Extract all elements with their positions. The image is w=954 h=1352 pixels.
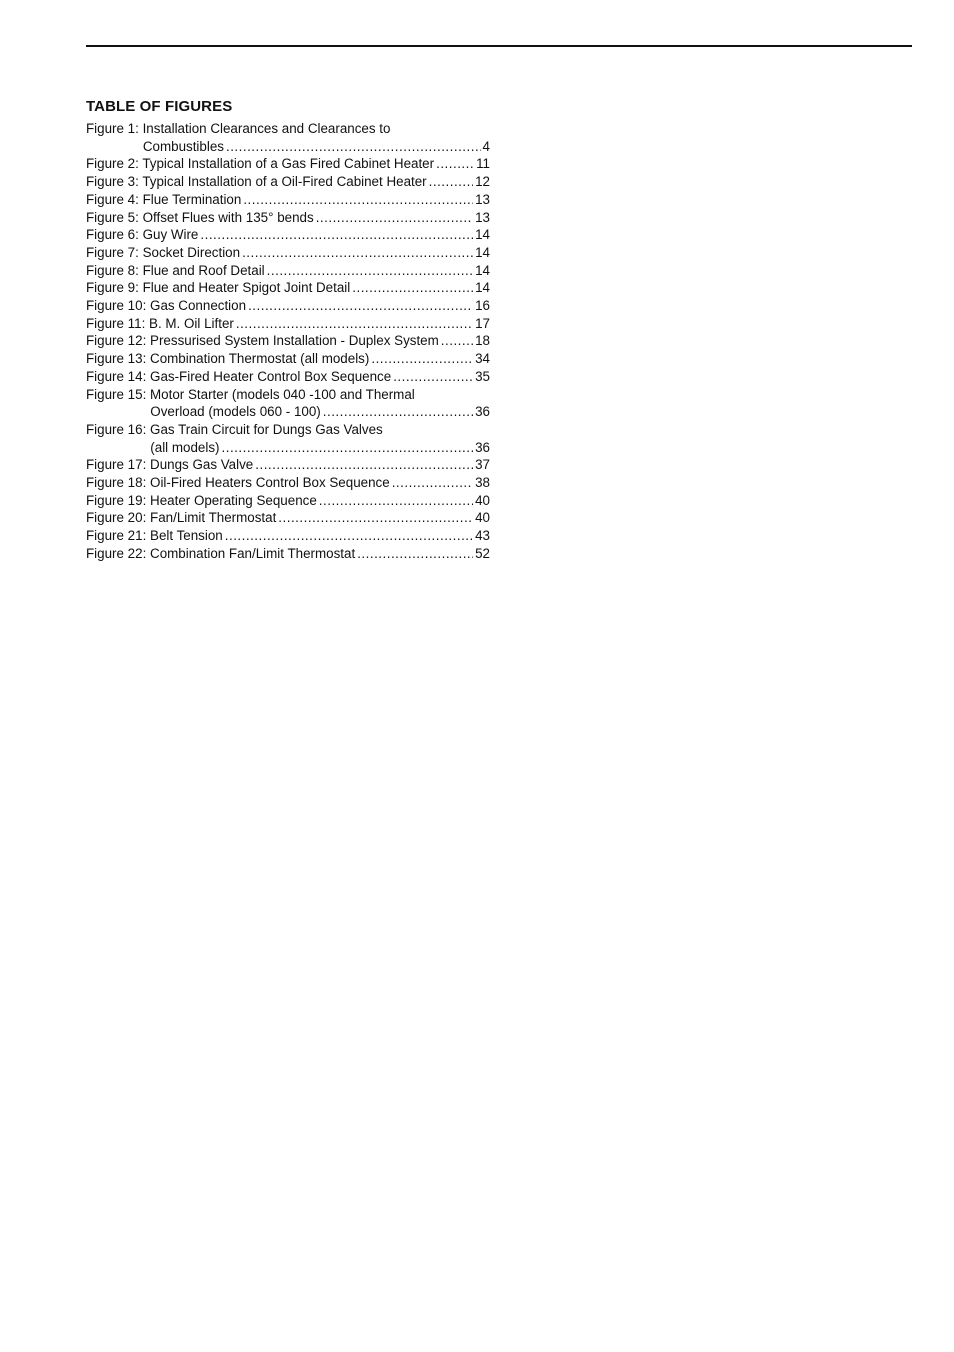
toc-entry-text: Pressurised System Installation - Duplex System: [150, 333, 439, 349]
toc-entry-label: Figure 4:: [86, 191, 139, 207]
toc-entry-title: [86, 527, 223, 545]
toc-entry-title: [86, 368, 391, 386]
dot-leader: [371, 350, 473, 368]
toc-entry-label: Figure 18:: [86, 475, 147, 491]
toc-heading: TABLE OF FIGURES: [86, 98, 233, 115]
toc-entry-label: Figure 8:: [86, 262, 139, 278]
toc-entry-title: [86, 173, 427, 191]
dot-leader: [319, 492, 473, 510]
toc-entry-label: Figure 10:: [86, 298, 147, 314]
toc-entry-label: Figure 11:: [86, 315, 146, 331]
toc-entry-title: [86, 456, 253, 474]
toc-entry-label: Figure 16:: [86, 421, 147, 437]
toc-entry-page: 40: [475, 510, 490, 526]
toc-entry-page: 13: [475, 209, 490, 225]
toc-entry-label: Figure 6:: [86, 227, 139, 243]
toc-entry-label: Figure 12:: [86, 333, 147, 349]
toc-entry-text: Gas Train Circuit for Dungs Gas Valves: [150, 421, 383, 437]
table-of-figures: [86, 98, 490, 563]
dot-leader: [352, 279, 473, 297]
dot-leader: [393, 368, 473, 386]
dot-leader: [225, 527, 473, 545]
toc-entry-page: 52: [475, 545, 490, 561]
toc-entry-title: [86, 315, 234, 333]
dot-leader: [323, 403, 473, 421]
toc-entry-continuation: Overload (models 060 - 100): [150, 404, 321, 420]
toc-entry-page: 4: [482, 138, 490, 154]
toc-entry-title: [86, 474, 390, 492]
toc-entry-title: [86, 279, 350, 297]
toc-entry-label: Figure 21:: [86, 528, 147, 544]
toc-entry[interactable]: [86, 509, 490, 527]
toc-entry-page: 11: [476, 156, 490, 172]
toc-entry-page: 17: [475, 315, 490, 331]
toc-entry-title: [86, 226, 198, 244]
dot-leader: [243, 191, 473, 209]
toc-entry-text: B. M. Oil Lifter: [149, 315, 234, 331]
dot-leader: [222, 439, 474, 457]
dot-leader: [226, 138, 481, 156]
toc-entry[interactable]: [86, 456, 490, 474]
toc-entry-title: [86, 492, 317, 510]
toc-entry[interactable]: [86, 492, 490, 510]
toc-entry[interactable]: [86, 191, 490, 209]
toc-entry-page: 36: [475, 439, 490, 455]
toc-entry[interactable]: [86, 209, 490, 227]
toc-entry-label: Figure 14:: [86, 368, 147, 384]
dot-leader: [242, 244, 473, 262]
dot-leader: [236, 315, 473, 333]
toc-entry-text: Oil-Fired Heaters Control Box Sequence: [150, 475, 390, 491]
toc-entry[interactable]: [86, 315, 490, 333]
toc-entry-text: Gas Connection: [150, 298, 247, 314]
toc-entry-text: Installation Clearances and Clearances to: [142, 121, 391, 136]
toc-entry[interactable]: [86, 262, 490, 280]
toc-list: [86, 120, 490, 563]
toc-entry-text: Dungs Gas Valve: [150, 457, 254, 473]
toc-entry-label: Figure 1:: [86, 121, 139, 136]
dot-leader: [316, 209, 473, 227]
toc-entry-text: Heater Operating Sequence: [150, 492, 317, 508]
toc-entry-text: Combination Fan/Limit Thermostat: [150, 545, 356, 561]
toc-entry-text: Gas-Fired Heater Control Box Sequence: [150, 368, 392, 384]
dot-leader: [255, 456, 473, 474]
toc-entry[interactable]: [86, 386, 490, 421]
toc-entry-text: Typical Installation of a Gas Fired Cabinet Heater: [142, 156, 435, 172]
toc-entry-page: 36: [475, 404, 490, 420]
dot-leader: [392, 474, 473, 492]
toc-entry-title: [86, 386, 415, 404]
toc-entry-label: Figure 7:: [86, 244, 139, 260]
toc-entry-text: Flue and Roof Detail: [142, 262, 265, 278]
toc-entry[interactable]: [86, 226, 490, 244]
toc-entry-text: Motor Starter (models 040 -100 and Thermal: [150, 386, 415, 402]
toc-entry-title: [86, 244, 240, 262]
toc-entry[interactable]: [86, 527, 490, 545]
toc-entry-label: Figure 22:: [86, 545, 147, 561]
toc-entry-label: Figure 5:: [86, 209, 139, 225]
toc-entry-title: [86, 350, 369, 368]
toc-entry-text: Combination Thermostat (all models): [150, 351, 370, 367]
toc-entry-title: [86, 297, 246, 315]
dot-leader: [429, 173, 473, 191]
toc-entry-title: [86, 191, 241, 209]
toc-entry-text: Belt Tension: [150, 528, 223, 544]
toc-entry-text: Guy Wire: [142, 227, 199, 243]
toc-entry-label: Figure 15:: [86, 386, 147, 402]
toc-entry-title: [86, 545, 355, 563]
toc-entry-label: Figure 9:: [86, 280, 139, 296]
toc-entry-page: 35: [475, 368, 490, 384]
header-rule: [86, 45, 912, 47]
toc-entry-page: 18: [475, 333, 490, 349]
toc-entry-text: Flue Termination: [142, 191, 242, 207]
toc-entry-page: 14: [475, 227, 490, 243]
toc-entry-label: Figure 20:: [86, 510, 147, 526]
toc-entry-page: 14: [475, 280, 490, 296]
dot-leader: [278, 509, 473, 527]
toc-entry[interactable]: [86, 297, 490, 315]
toc-entry-title: [86, 509, 276, 527]
dot-leader: [248, 297, 473, 315]
toc-entry-page: 14: [475, 244, 490, 260]
dot-leader: [200, 226, 473, 244]
toc-entry-page: 40: [475, 492, 490, 508]
toc-entry-title: [86, 262, 265, 280]
dot-leader: [357, 545, 473, 563]
toc-entry[interactable]: [86, 421, 490, 456]
toc-entry-title: [86, 421, 383, 439]
toc-entry[interactable]: [86, 120, 490, 155]
toc-entry-label: Figure 2:: [86, 156, 139, 172]
toc-entry[interactable]: [86, 155, 490, 173]
toc-entry[interactable]: [86, 545, 490, 563]
toc-entry-text: Socket Direction: [142, 244, 241, 260]
dot-leader: [441, 332, 473, 350]
dot-leader: [436, 155, 474, 173]
toc-entry-title: [86, 120, 390, 138]
toc-entry-page: 37: [475, 457, 490, 473]
toc-entry[interactable]: [86, 173, 490, 191]
toc-entry-page: 13: [475, 191, 490, 207]
toc-entry[interactable]: [86, 332, 490, 350]
toc-entry-page: 16: [475, 298, 490, 314]
toc-entry-label: Figure 17:: [86, 457, 147, 473]
toc-entry-page: 34: [475, 351, 490, 367]
toc-entry-label: Figure 3:: [86, 174, 139, 190]
toc-entry-text: Offset Flues with 135° bends: [142, 209, 314, 225]
dot-leader: [267, 262, 473, 280]
toc-entry-title: [86, 332, 439, 350]
toc-entry-title: [86, 209, 314, 227]
toc-entry[interactable]: [86, 368, 490, 386]
toc-entry-label: Figure 19:: [86, 492, 147, 508]
toc-entry-continuation: Combustibles: [142, 138, 224, 154]
toc-entry-text: Flue and Heater Spigot Joint Detail: [142, 280, 351, 296]
toc-entry[interactable]: [86, 474, 490, 492]
toc-entry-text: Typical Installation of a Oil-Fired Cabinet Heater: [142, 174, 427, 190]
toc-entry[interactable]: [86, 279, 490, 297]
toc-entry-page: 12: [475, 174, 490, 190]
toc-entry[interactable]: [86, 350, 490, 368]
toc-entry-label: Figure 13:: [86, 351, 147, 367]
toc-entry-text: Fan/Limit Thermostat: [150, 510, 277, 526]
toc-entry[interactable]: [86, 244, 490, 262]
toc-entry-title: [86, 155, 434, 173]
toc-entry-page: 38: [475, 475, 490, 491]
toc-entry-continuation: (all models): [150, 439, 220, 455]
toc-entry-page: 43: [475, 528, 490, 544]
toc-entry-page: 14: [475, 262, 490, 278]
